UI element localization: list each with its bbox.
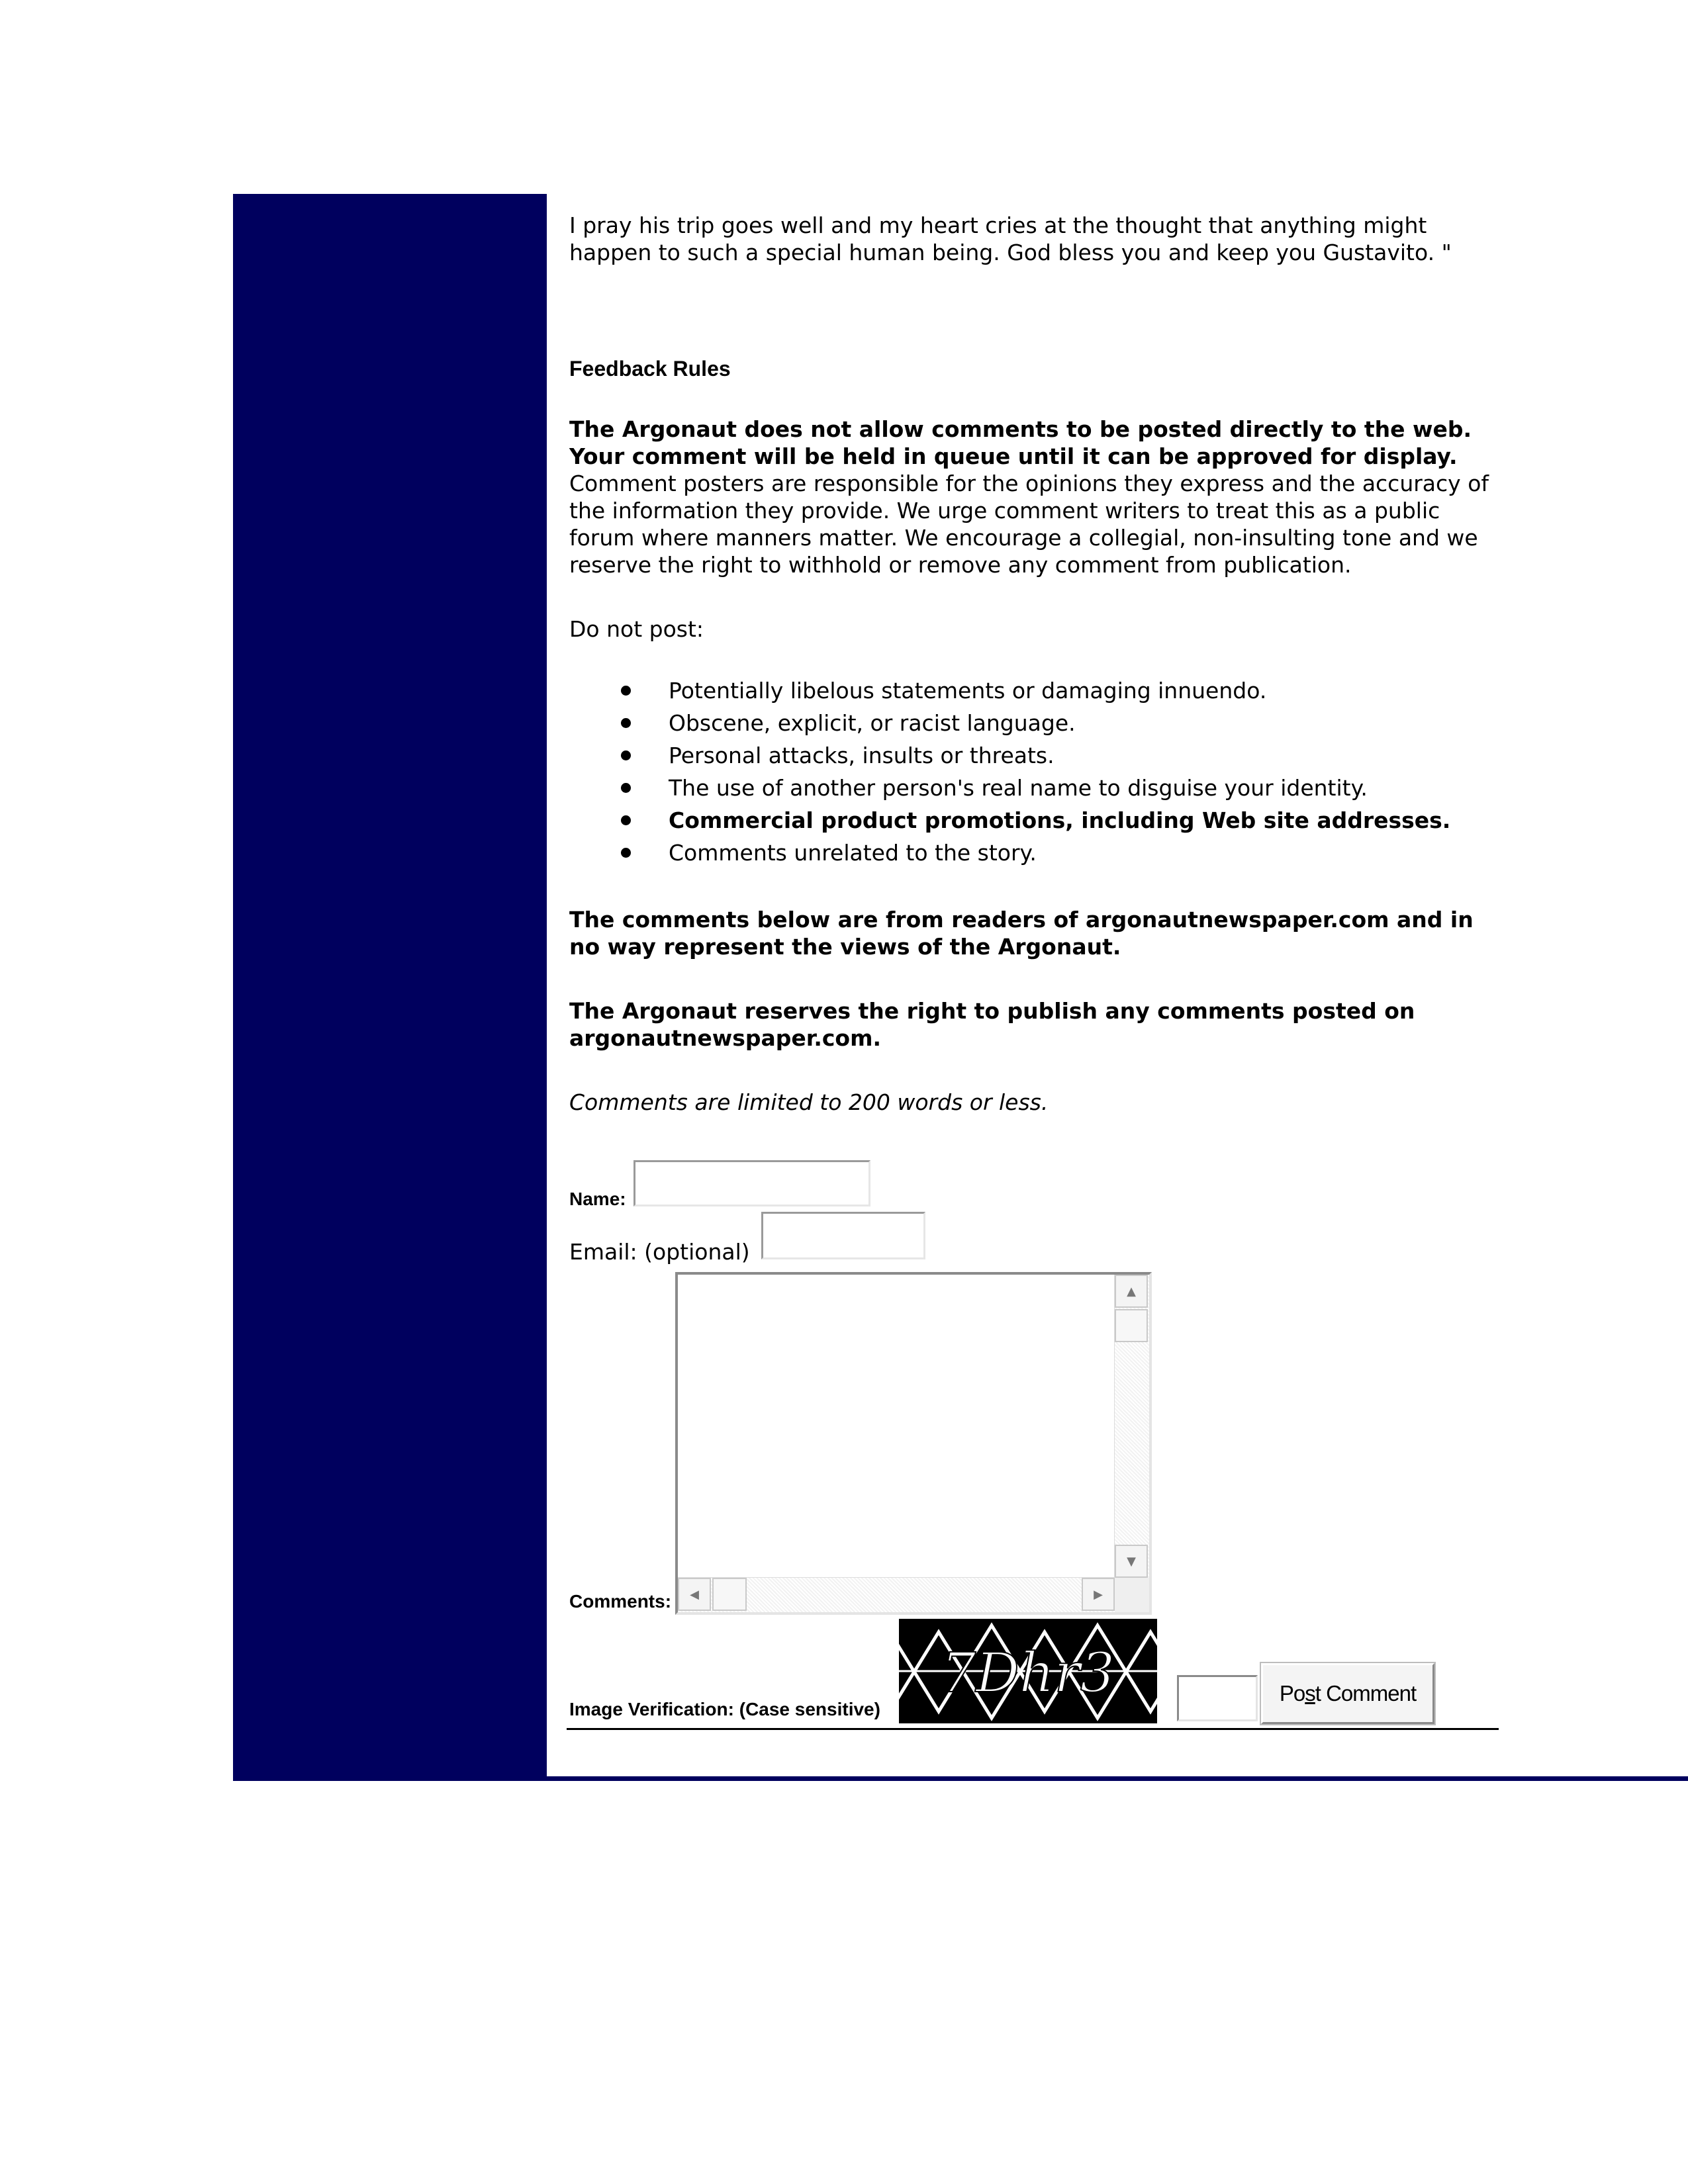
scroll-down-icon[interactable]: ▼ — [1115, 1545, 1148, 1578]
page-bottom-rule — [233, 1776, 1688, 1781]
reader-comments-disclaimer: The comments below are from readers of argonautnewspaper.com and in no way represent the views of the Argonaut. — [569, 907, 1474, 960]
left-sidebar-panel — [233, 194, 547, 1779]
main-content — [569, 212, 1496, 1116]
list-item: Potentially libelous statements or damaging innuendo. — [569, 674, 1496, 707]
horizontal-scroll-thumb[interactable] — [712, 1578, 747, 1611]
bullet-icon — [621, 783, 631, 793]
publish-rights-notice: The Argonaut reserves the right to publish any comments posted on argonautnewspaper.com. — [569, 998, 1415, 1051]
bullet-icon — [621, 815, 631, 825]
comments-textarea[interactable] — [675, 1272, 1152, 1615]
scroll-left-icon[interactable]: ◀ — [678, 1578, 711, 1611]
policy-bold-text: The Argonaut does not allow comments to be posted directly to the web. Your comment will be held in queue until it can be approved for display. — [569, 416, 1472, 469]
list-item: Personal attacks, insults or threats. — [569, 739, 1496, 772]
vertical-scroll-thumb[interactable] — [1115, 1309, 1148, 1342]
bullet-icon — [621, 718, 631, 728]
comments-label: Comments: — [569, 1591, 672, 1612]
article-closing-text: I pray his trip goes well and my heart cries at the thought that anything might happen to such a special human being. God bless you and keep you Gustavito. " — [569, 212, 1452, 265]
bullet-icon — [621, 751, 631, 760]
feedback-rules-heading: Feedback Rules — [569, 357, 731, 381]
policy-text: Comment posters are responsible for the opinions they express and the accuracy of the information they provide. We urge comment writers to treat this as a public forum where manners matter. We encourage a collegial, non-insulting tone and we reserve the right to withhold or remove any comment from publication. — [569, 471, 1489, 578]
vertical-scrollbar[interactable] — [1114, 1275, 1149, 1578]
list-item: The use of another person's real name to disguise your identity. — [569, 772, 1496, 804]
name-label: Name: — [569, 1189, 626, 1209]
bullet-icon — [621, 686, 631, 696]
captcha-image — [899, 1619, 1157, 1723]
access-key-letter: s — [1305, 1681, 1315, 1706]
bullet-icon — [621, 848, 631, 858]
list-item: Obscene, explicit, or racist language. — [569, 707, 1496, 739]
scroll-right-icon[interactable]: ▶ — [1082, 1578, 1115, 1611]
form-divider — [567, 1728, 1499, 1730]
name-field[interactable] — [633, 1160, 870, 1206]
rules-list — [569, 674, 1496, 869]
captcha-text: 7Dhr3 — [941, 1642, 1115, 1705]
image-verification-label: Image Verification: (Case sensitive) — [569, 1699, 880, 1719]
captcha-pattern-icon — [899, 1619, 1157, 1723]
list-item: Commercial product promotions, including Web site addresses. — [569, 804, 1496, 837]
post-comment-button[interactable]: Po s t Comment — [1261, 1663, 1434, 1724]
do-not-post-label: Do not post: — [569, 616, 704, 642]
scrollbar-corner — [1115, 1578, 1149, 1612]
horizontal-scrollbar[interactable] — [678, 1577, 1115, 1612]
word-limit-notice: Comments are limited to 200 words or less. — [569, 1089, 1049, 1115]
list-item: Comments unrelated to the story. — [569, 837, 1496, 869]
email-field[interactable] — [761, 1212, 925, 1259]
scroll-up-icon[interactable]: ▲ — [1115, 1275, 1148, 1308]
email-label: Email: (optional) — [569, 1239, 750, 1265]
verification-code-field[interactable] — [1177, 1675, 1258, 1721]
feedback-policy — [569, 416, 1496, 578]
